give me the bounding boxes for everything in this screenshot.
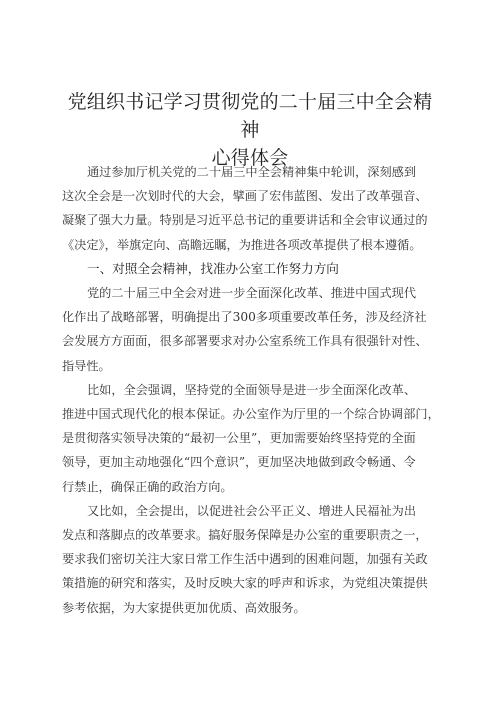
- text-line: 化作出了战略部署，明确提出了300多项重要改革任务，涉及经济社: [62, 310, 427, 325]
- document-body: [62, 160, 440, 620]
- text-line: 推进中国式现代化的根本保证。办公室作为厅里的一个综合协调部门，: [62, 407, 440, 422]
- paragraph-example-1: [62, 378, 440, 499]
- paragraph-intro: [62, 160, 440, 257]
- paragraph-strategy: [62, 281, 440, 378]
- text-line: 参考依据，为大家提供更加优质、高效服务。: [62, 600, 306, 615]
- text-line: 会发展方方面面，很多部署要求对办公室系统工作具有很强针对性、: [62, 334, 428, 349]
- text-line: 领导，更加主动地强化“四个意识”，更加坚决地做到政令畅通、令: [62, 455, 416, 470]
- text-line: 党的二十届三中全会对进一步全面深化改革、推进中国式现代: [87, 286, 417, 301]
- text-line: 这次全会是一次划时代的大会，擘画了宏伟蓝图、发出了改革强音、: [62, 189, 428, 204]
- text-line: 行禁止，确保正确的政治方向。: [62, 479, 233, 494]
- title-line-1: 党组织书记学习贯彻党的二十届三中全会精神: [67, 91, 433, 141]
- text-line: 是贯彻落实领导决策的“最初一公里”，更加需要始终坚持党的全面: [62, 431, 416, 446]
- text-line: 策措施的研究和落实，及时反映大家的呼声和诉求，为党组决策提供: [62, 576, 428, 591]
- paragraph-example-2: [62, 499, 440, 620]
- title-line-2: 心得体会: [211, 147, 289, 169]
- text-line: 要求我们密切关注大家日常工作生活中遇到的困难问题，加强有关政: [62, 552, 428, 567]
- text-line: 指导性。: [62, 358, 111, 373]
- text-line: 《决定》，举旗定向、高瞻远瞩，为推进各项改革提供了根本遵循。: [62, 237, 422, 252]
- text-line: 又比如，全会提出，以促进社会公平正义、增进人民福祉为出: [87, 503, 417, 518]
- text-line: 发点和落脚点的改革要求。搞好服务保障是办公室的重要职责之一，: [62, 528, 428, 543]
- text-line: 凝聚了强大力量。特别是习近平总书记的重要讲话和全会审议通过的: [62, 213, 428, 228]
- text-line: 通过参加厅机关党的二十届三中全会精神集中轮训，深刻感到: [87, 165, 417, 179]
- section-heading-1: 一、对照全会精神，找准办公室工作努力方向: [87, 260, 339, 276]
- text-line: 比如，全会强调，坚持党的全面领导是进一步全面深化改革、: [87, 382, 417, 397]
